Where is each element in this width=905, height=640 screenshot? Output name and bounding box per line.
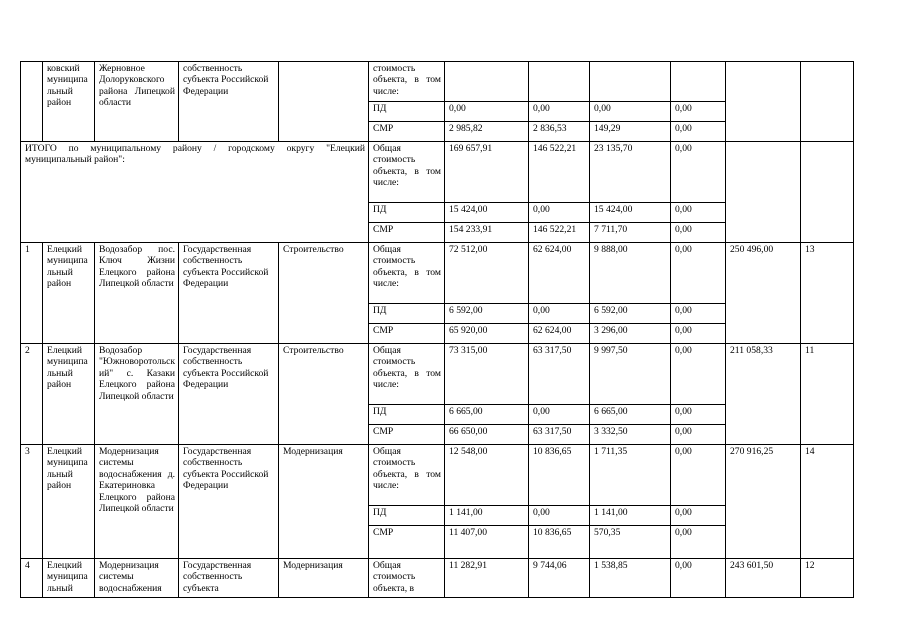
value-cell: 0,00 (529, 405, 590, 425)
value-cell: 11 282,91 (445, 559, 529, 598)
value-cell (445, 62, 529, 102)
value-cell (529, 62, 590, 102)
value-cell: 66 650,00 (445, 425, 529, 445)
table-row (21, 344, 854, 405)
smr-label-cell: СМР (369, 425, 445, 445)
row-number-cell: 4 (21, 559, 43, 598)
last-cell: 12 (801, 559, 854, 598)
value-cell: 15 424,00 (445, 203, 529, 223)
cost-label-cell: Общая стоимость объекта, в том числе: (369, 243, 445, 304)
value-cell: 146 522,21 (529, 142, 590, 203)
object-name-cell: Водозабор пос. Ключ Жизни Елецкого района Липецкой области (95, 243, 179, 344)
pd-label-cell: ПД (369, 102, 445, 122)
value-cell: 62 624,00 (529, 243, 590, 304)
row-number-cell (21, 62, 43, 142)
value-cell: 9 997,50 (590, 344, 671, 405)
value-cell: 9 744,06 (529, 559, 590, 598)
value-cell: 0,00 (529, 506, 590, 526)
value-cell: 3 296,00 (590, 324, 671, 344)
value-cell: 0,00 (529, 304, 590, 324)
value-cell: 0,00 (671, 324, 726, 344)
ownership-cell: Государственная собственность субъекта Российской Федерации (179, 344, 279, 445)
district-cell: Елецкий муниципальный район (43, 243, 95, 344)
row-number-cell: 1 (21, 243, 43, 344)
object-name-cell: Жерновное Долоруковского района Липецкой области (95, 62, 179, 142)
value-cell: 1 538,85 (590, 559, 671, 598)
value-cell: 6 665,00 (590, 405, 671, 425)
value-cell: 146 522,21 (529, 223, 590, 243)
value-cell: 65 920,00 (445, 324, 529, 344)
object-name-cell: Водозабор "Южноворотольский" с. Казаки Елецкого района Липецкой области (95, 344, 179, 445)
extra-cell (726, 62, 801, 142)
value-cell: 7 711,70 (590, 223, 671, 243)
work-type-cell (279, 62, 369, 142)
extra-cell (726, 142, 801, 243)
value-cell: 0,00 (671, 142, 726, 203)
value-cell: 6 592,00 (590, 304, 671, 324)
value-cell: 10 836,65 (529, 526, 590, 559)
value-cell: 63 317,50 (529, 344, 590, 405)
value-cell: 0,00 (671, 304, 726, 324)
pd-label-cell: ПД (369, 304, 445, 324)
value-cell: 11 407,00 (445, 526, 529, 559)
smr-label-cell: СМР (369, 122, 445, 142)
last-cell (801, 62, 854, 142)
value-cell (590, 62, 671, 102)
value-cell: 0,00 (671, 243, 726, 304)
last-cell (801, 142, 854, 243)
cost-label-cell: Общая стоимость объекта, в том числе: (369, 344, 445, 405)
value-cell: 73 315,00 (445, 344, 529, 405)
ownership-cell: Государственная собственность субъекта Российской Федерации (179, 445, 279, 559)
work-type-cell: Строительство (279, 344, 369, 445)
itogo-label-cell: ИТОГО по муниципальному району / городскому округу "Елецкий муниципальный район": (21, 142, 369, 243)
table-row (21, 445, 854, 506)
work-type-cell: Модернизация (279, 445, 369, 559)
object-name-cell: Модернизация системы водоснабжения д. Екатериновка Елецкого района Липецкой области (95, 445, 179, 559)
smr-label-cell: СМР (369, 324, 445, 344)
ownership-cell: Государственная собственность субъекта Российской Федерации (179, 243, 279, 344)
value-cell (671, 62, 726, 102)
ownership-cell: собственность субъекта Российской Федерации (179, 62, 279, 142)
district-cell: Елецкий муниципальный (43, 559, 95, 598)
district-cell: ковский муниципальный район (43, 62, 95, 142)
value-cell: 0,00 (671, 122, 726, 142)
smr-label-cell: СМР (369, 223, 445, 243)
value-cell: 62 624,00 (529, 324, 590, 344)
value-cell: 6 592,00 (445, 304, 529, 324)
work-type-cell: Модернизация (279, 559, 369, 598)
extra-cell: 270 916,25 (726, 445, 801, 559)
ownership-cell: Государственная собственность субъекта (179, 559, 279, 598)
investment-table (20, 61, 854, 598)
value-cell: 72 512,00 (445, 243, 529, 304)
value-cell: 0,00 (671, 102, 726, 122)
smr-label-cell: СМР (369, 526, 445, 559)
value-cell: 0,00 (671, 445, 726, 506)
table-row (21, 142, 854, 203)
value-cell: 0,00 (445, 102, 529, 122)
value-cell: 0,00 (671, 526, 726, 559)
value-cell: 2 985,82 (445, 122, 529, 142)
value-cell: 2 836,53 (529, 122, 590, 142)
district-cell: Елецкий муниципальный район (43, 445, 95, 559)
value-cell: 0,00 (671, 506, 726, 526)
cost-label-cell: Общая стоимость объекта, в том числе: (369, 445, 445, 506)
cost-label-cell: Общая стоимость объекта, в том числе: (369, 142, 445, 203)
table-row (21, 243, 854, 304)
row-number-cell: 2 (21, 344, 43, 445)
pd-label-cell: ПД (369, 506, 445, 526)
value-cell: 0,00 (671, 203, 726, 223)
district-cell: Елецкий муниципальный район (43, 344, 95, 445)
value-cell: 23 135,70 (590, 142, 671, 203)
pd-label-cell: ПД (369, 203, 445, 223)
object-name-cell: Модернизация системы водоснабжения (95, 559, 179, 598)
pd-label-cell: ПД (369, 405, 445, 425)
work-type-cell: Строительство (279, 243, 369, 344)
value-cell: 3 332,50 (590, 425, 671, 445)
value-cell: 15 424,00 (590, 203, 671, 223)
value-cell: 570,35 (590, 526, 671, 559)
value-cell: 1 711,35 (590, 445, 671, 506)
value-cell: 154 233,91 (445, 223, 529, 243)
last-cell: 11 (801, 344, 854, 445)
extra-cell: 211 058,33 (726, 344, 801, 445)
value-cell: 0,00 (671, 344, 726, 405)
cost-label-cell: стоимость объекта, в том числе: (369, 62, 445, 102)
value-cell: 0,00 (529, 203, 590, 223)
last-cell: 13 (801, 243, 854, 344)
value-cell: 10 836,65 (529, 445, 590, 506)
value-cell: 149,29 (590, 122, 671, 142)
value-cell: 0,00 (671, 425, 726, 445)
value-cell: 63 317,50 (529, 425, 590, 445)
value-cell: 1 141,00 (445, 506, 529, 526)
value-cell: 0,00 (590, 102, 671, 122)
value-cell: 6 665,00 (445, 405, 529, 425)
value-cell: 12 548,00 (445, 445, 529, 506)
cost-label-cell: Общая стоимость объекта, в (369, 559, 445, 598)
row-number-cell: 3 (21, 445, 43, 559)
value-cell: 0,00 (671, 405, 726, 425)
table-row (21, 62, 854, 102)
value-cell: 0,00 (671, 223, 726, 243)
last-cell: 14 (801, 445, 854, 559)
value-cell: 9 888,00 (590, 243, 671, 304)
extra-cell: 243 601,50 (726, 559, 801, 598)
value-cell: 0,00 (671, 559, 726, 598)
extra-cell: 250 496,00 (726, 243, 801, 344)
value-cell: 169 657,91 (445, 142, 529, 203)
table-row (21, 559, 854, 598)
value-cell: 0,00 (529, 102, 590, 122)
value-cell: 1 141,00 (590, 506, 671, 526)
